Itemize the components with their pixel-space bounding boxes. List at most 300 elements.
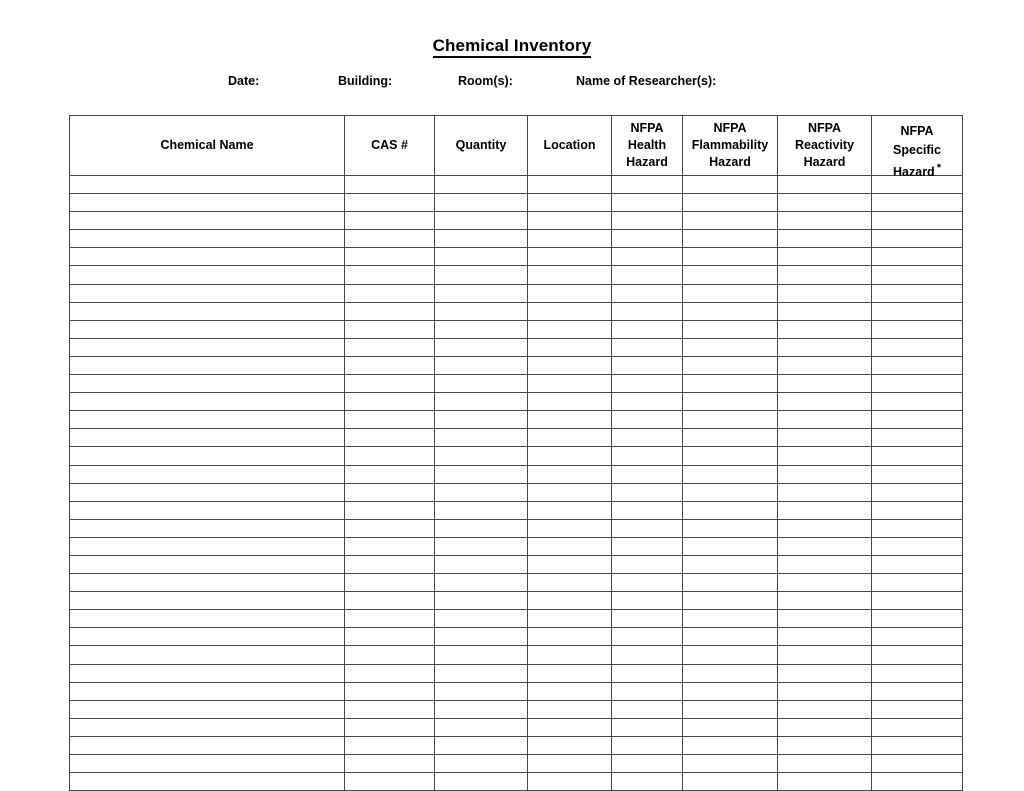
table-cell-specific[interactable] xyxy=(872,194,963,212)
table-cell-flamm[interactable] xyxy=(683,773,778,791)
table-row[interactable] xyxy=(70,483,963,501)
table-row[interactable] xyxy=(70,356,963,374)
table-cell-specific[interactable] xyxy=(872,429,963,447)
table-cell-specific[interactable] xyxy=(872,628,963,646)
table-cell-specific[interactable] xyxy=(872,682,963,700)
table-cell-location[interactable] xyxy=(528,501,612,519)
table-cell-name[interactable] xyxy=(70,356,345,374)
table-cell-specific[interactable] xyxy=(872,501,963,519)
table-cell-cas[interactable] xyxy=(345,393,435,411)
table-cell-health[interactable] xyxy=(612,555,683,573)
table-cell-flamm[interactable] xyxy=(683,320,778,338)
table-cell-quantity[interactable] xyxy=(435,646,528,664)
table-cell-location[interactable] xyxy=(528,284,612,302)
table-cell-flamm[interactable] xyxy=(683,284,778,302)
table-row[interactable] xyxy=(70,447,963,465)
table-cell-health[interactable] xyxy=(612,682,683,700)
table-cell-quantity[interactable] xyxy=(435,755,528,773)
table-cell-location[interactable] xyxy=(528,356,612,374)
table-cell-quantity[interactable] xyxy=(435,483,528,501)
table-cell-react[interactable] xyxy=(778,212,872,230)
table-cell-health[interactable] xyxy=(612,411,683,429)
table-row[interactable] xyxy=(70,302,963,320)
table-cell-react[interactable] xyxy=(778,176,872,194)
table-cell-specific[interactable] xyxy=(872,664,963,682)
table-row[interactable] xyxy=(70,519,963,537)
table-cell-react[interactable] xyxy=(778,320,872,338)
table-cell-specific[interactable] xyxy=(872,610,963,628)
table-cell-react[interactable] xyxy=(778,393,872,411)
table-cell-cas[interactable] xyxy=(345,682,435,700)
table-cell-flamm[interactable] xyxy=(683,483,778,501)
table-cell-location[interactable] xyxy=(528,736,612,754)
table-cell-quantity[interactable] xyxy=(435,501,528,519)
table-cell-flamm[interactable] xyxy=(683,212,778,230)
table-cell-name[interactable] xyxy=(70,646,345,664)
table-cell-quantity[interactable] xyxy=(435,284,528,302)
table-cell-location[interactable] xyxy=(528,320,612,338)
table-cell-react[interactable] xyxy=(778,465,872,483)
table-row[interactable] xyxy=(70,212,963,230)
table-cell-react[interactable] xyxy=(778,194,872,212)
table-cell-health[interactable] xyxy=(612,465,683,483)
table-cell-cas[interactable] xyxy=(345,356,435,374)
table-cell-specific[interactable] xyxy=(872,356,963,374)
table-cell-quantity[interactable] xyxy=(435,320,528,338)
table-cell-flamm[interactable] xyxy=(683,592,778,610)
table-cell-quantity[interactable] xyxy=(435,429,528,447)
table-cell-react[interactable] xyxy=(778,537,872,555)
table-cell-cas[interactable] xyxy=(345,700,435,718)
table-row[interactable] xyxy=(70,338,963,356)
table-cell-flamm[interactable] xyxy=(683,248,778,266)
table-row[interactable] xyxy=(70,176,963,194)
table-row[interactable] xyxy=(70,375,963,393)
table-row[interactable] xyxy=(70,664,963,682)
table-cell-cas[interactable] xyxy=(345,338,435,356)
table-row[interactable] xyxy=(70,320,963,338)
table-row[interactable] xyxy=(70,230,963,248)
table-cell-location[interactable] xyxy=(528,682,612,700)
table-cell-specific[interactable] xyxy=(872,773,963,791)
table-cell-react[interactable] xyxy=(778,483,872,501)
table-cell-react[interactable] xyxy=(778,230,872,248)
table-cell-name[interactable] xyxy=(70,375,345,393)
table-cell-location[interactable] xyxy=(528,375,612,393)
table-cell-quantity[interactable] xyxy=(435,393,528,411)
table-cell-react[interactable] xyxy=(778,429,872,447)
table-cell-cas[interactable] xyxy=(345,537,435,555)
table-cell-health[interactable] xyxy=(612,447,683,465)
table-cell-health[interactable] xyxy=(612,284,683,302)
table-cell-quantity[interactable] xyxy=(435,664,528,682)
table-cell-health[interactable] xyxy=(612,393,683,411)
table-cell-quantity[interactable] xyxy=(435,338,528,356)
table-cell-react[interactable] xyxy=(778,682,872,700)
table-cell-location[interactable] xyxy=(528,447,612,465)
table-cell-name[interactable] xyxy=(70,501,345,519)
table-cell-specific[interactable] xyxy=(872,700,963,718)
table-cell-react[interactable] xyxy=(778,284,872,302)
table-row[interactable] xyxy=(70,266,963,284)
table-cell-health[interactable] xyxy=(612,610,683,628)
table-row[interactable] xyxy=(70,248,963,266)
table-cell-react[interactable] xyxy=(778,519,872,537)
table-cell-health[interactable] xyxy=(612,230,683,248)
table-cell-quantity[interactable] xyxy=(435,356,528,374)
table-cell-specific[interactable] xyxy=(872,230,963,248)
table-cell-health[interactable] xyxy=(612,700,683,718)
table-row[interactable] xyxy=(70,736,963,754)
table-cell-flamm[interactable] xyxy=(683,700,778,718)
table-cell-react[interactable] xyxy=(778,447,872,465)
table-row[interactable] xyxy=(70,592,963,610)
table-row[interactable] xyxy=(70,773,963,791)
table-cell-specific[interactable] xyxy=(872,375,963,393)
table-cell-flamm[interactable] xyxy=(683,574,778,592)
table-cell-specific[interactable] xyxy=(872,411,963,429)
table-cell-flamm[interactable] xyxy=(683,266,778,284)
table-cell-specific[interactable] xyxy=(872,555,963,573)
table-cell-flamm[interactable] xyxy=(683,356,778,374)
table-cell-specific[interactable] xyxy=(872,302,963,320)
table-cell-health[interactable] xyxy=(612,266,683,284)
table-cell-cas[interactable] xyxy=(345,230,435,248)
table-cell-flamm[interactable] xyxy=(683,393,778,411)
table-cell-flamm[interactable] xyxy=(683,176,778,194)
table-cell-cas[interactable] xyxy=(345,718,435,736)
table-cell-location[interactable] xyxy=(528,628,612,646)
table-cell-health[interactable] xyxy=(612,646,683,664)
table-cell-health[interactable] xyxy=(612,718,683,736)
table-cell-quantity[interactable] xyxy=(435,230,528,248)
table-cell-flamm[interactable] xyxy=(683,429,778,447)
table-cell-flamm[interactable] xyxy=(683,375,778,393)
table-cell-quantity[interactable] xyxy=(435,718,528,736)
table-cell-flamm[interactable] xyxy=(683,718,778,736)
table-cell-health[interactable] xyxy=(612,664,683,682)
table-cell-flamm[interactable] xyxy=(683,682,778,700)
table-cell-location[interactable] xyxy=(528,519,612,537)
table-cell-name[interactable] xyxy=(70,465,345,483)
table-cell-flamm[interactable] xyxy=(683,537,778,555)
table-cell-flamm[interactable] xyxy=(683,646,778,664)
table-cell-flamm[interactable] xyxy=(683,447,778,465)
table-cell-react[interactable] xyxy=(778,700,872,718)
table-cell-flamm[interactable] xyxy=(683,302,778,320)
table-cell-cas[interactable] xyxy=(345,483,435,501)
table-cell-specific[interactable] xyxy=(872,284,963,302)
table-cell-name[interactable] xyxy=(70,483,345,501)
table-cell-health[interactable] xyxy=(612,176,683,194)
table-cell-cas[interactable] xyxy=(345,646,435,664)
table-cell-react[interactable] xyxy=(778,411,872,429)
table-cell-name[interactable] xyxy=(70,700,345,718)
table-cell-flamm[interactable] xyxy=(683,194,778,212)
table-cell-specific[interactable] xyxy=(872,483,963,501)
table-cell-name[interactable] xyxy=(70,574,345,592)
table-cell-flamm[interactable] xyxy=(683,755,778,773)
table-cell-react[interactable] xyxy=(778,773,872,791)
table-row[interactable] xyxy=(70,574,963,592)
table-cell-react[interactable] xyxy=(778,356,872,374)
table-cell-health[interactable] xyxy=(612,248,683,266)
table-cell-specific[interactable] xyxy=(872,646,963,664)
table-cell-location[interactable] xyxy=(528,592,612,610)
table-cell-name[interactable] xyxy=(70,284,345,302)
table-cell-specific[interactable] xyxy=(872,447,963,465)
table-row[interactable] xyxy=(70,393,963,411)
table-cell-flamm[interactable] xyxy=(683,664,778,682)
table-row[interactable] xyxy=(70,429,963,447)
table-cell-react[interactable] xyxy=(778,302,872,320)
table-cell-name[interactable] xyxy=(70,411,345,429)
table-cell-specific[interactable] xyxy=(872,320,963,338)
table-cell-location[interactable] xyxy=(528,700,612,718)
table-cell-specific[interactable] xyxy=(872,338,963,356)
table-cell-cas[interactable] xyxy=(345,555,435,573)
table-cell-cas[interactable] xyxy=(345,773,435,791)
table-cell-location[interactable] xyxy=(528,755,612,773)
table-cell-health[interactable] xyxy=(612,773,683,791)
table-cell-flamm[interactable] xyxy=(683,411,778,429)
table-cell-cas[interactable] xyxy=(345,519,435,537)
table-cell-health[interactable] xyxy=(612,736,683,754)
table-cell-quantity[interactable] xyxy=(435,537,528,555)
table-cell-react[interactable] xyxy=(778,755,872,773)
table-cell-quantity[interactable] xyxy=(435,555,528,573)
table-cell-specific[interactable] xyxy=(872,592,963,610)
table-cell-quantity[interactable] xyxy=(435,176,528,194)
table-cell-specific[interactable] xyxy=(872,574,963,592)
table-cell-specific[interactable] xyxy=(872,248,963,266)
table-cell-quantity[interactable] xyxy=(435,194,528,212)
table-cell-cas[interactable] xyxy=(345,592,435,610)
table-cell-health[interactable] xyxy=(612,537,683,555)
table-cell-cas[interactable] xyxy=(345,176,435,194)
table-cell-quantity[interactable] xyxy=(435,574,528,592)
table-cell-health[interactable] xyxy=(612,320,683,338)
table-cell-health[interactable] xyxy=(612,375,683,393)
table-row[interactable] xyxy=(70,194,963,212)
table-cell-name[interactable] xyxy=(70,176,345,194)
table-cell-specific[interactable] xyxy=(872,736,963,754)
table-cell-quantity[interactable] xyxy=(435,700,528,718)
table-cell-cas[interactable] xyxy=(345,465,435,483)
table-cell-location[interactable] xyxy=(528,574,612,592)
table-cell-name[interactable] xyxy=(70,447,345,465)
table-cell-location[interactable] xyxy=(528,537,612,555)
table-cell-quantity[interactable] xyxy=(435,610,528,628)
table-cell-specific[interactable] xyxy=(872,393,963,411)
table-row[interactable] xyxy=(70,284,963,302)
table-cell-location[interactable] xyxy=(528,338,612,356)
table-cell-quantity[interactable] xyxy=(435,302,528,320)
table-row[interactable] xyxy=(70,411,963,429)
table-cell-cas[interactable] xyxy=(345,628,435,646)
table-cell-location[interactable] xyxy=(528,411,612,429)
table-cell-quantity[interactable] xyxy=(435,212,528,230)
table-cell-location[interactable] xyxy=(528,465,612,483)
table-cell-name[interactable] xyxy=(70,610,345,628)
table-cell-health[interactable] xyxy=(612,194,683,212)
table-cell-specific[interactable] xyxy=(872,718,963,736)
table-cell-location[interactable] xyxy=(528,230,612,248)
table-cell-react[interactable] xyxy=(778,555,872,573)
table-cell-location[interactable] xyxy=(528,610,612,628)
table-cell-cas[interactable] xyxy=(345,736,435,754)
table-cell-react[interactable] xyxy=(778,718,872,736)
table-cell-cas[interactable] xyxy=(345,302,435,320)
table-cell-name[interactable] xyxy=(70,230,345,248)
table-cell-quantity[interactable] xyxy=(435,447,528,465)
table-cell-health[interactable] xyxy=(612,501,683,519)
table-cell-quantity[interactable] xyxy=(435,465,528,483)
table-cell-cas[interactable] xyxy=(345,194,435,212)
table-cell-health[interactable] xyxy=(612,212,683,230)
table-cell-name[interactable] xyxy=(70,773,345,791)
table-cell-name[interactable] xyxy=(70,736,345,754)
table-cell-location[interactable] xyxy=(528,555,612,573)
table-cell-cas[interactable] xyxy=(345,610,435,628)
table-cell-quantity[interactable] xyxy=(435,773,528,791)
table-cell-name[interactable] xyxy=(70,592,345,610)
table-cell-flamm[interactable] xyxy=(683,519,778,537)
table-cell-location[interactable] xyxy=(528,429,612,447)
table-cell-cas[interactable] xyxy=(345,411,435,429)
table-row[interactable] xyxy=(70,718,963,736)
table-cell-flamm[interactable] xyxy=(683,230,778,248)
table-cell-location[interactable] xyxy=(528,176,612,194)
table-cell-name[interactable] xyxy=(70,628,345,646)
table-cell-specific[interactable] xyxy=(872,465,963,483)
table-cell-flamm[interactable] xyxy=(683,610,778,628)
table-cell-health[interactable] xyxy=(612,429,683,447)
table-cell-flamm[interactable] xyxy=(683,628,778,646)
table-cell-flamm[interactable] xyxy=(683,465,778,483)
table-cell-flamm[interactable] xyxy=(683,555,778,573)
table-cell-name[interactable] xyxy=(70,338,345,356)
table-cell-quantity[interactable] xyxy=(435,682,528,700)
table-cell-name[interactable] xyxy=(70,302,345,320)
table-cell-name[interactable] xyxy=(70,266,345,284)
table-cell-location[interactable] xyxy=(528,646,612,664)
table-row[interactable] xyxy=(70,537,963,555)
table-cell-health[interactable] xyxy=(612,574,683,592)
table-cell-specific[interactable] xyxy=(872,212,963,230)
table-cell-health[interactable] xyxy=(612,356,683,374)
table-cell-react[interactable] xyxy=(778,664,872,682)
table-cell-cas[interactable] xyxy=(345,266,435,284)
table-cell-react[interactable] xyxy=(778,610,872,628)
table-row[interactable] xyxy=(70,628,963,646)
table-cell-specific[interactable] xyxy=(872,755,963,773)
table-cell-react[interactable] xyxy=(778,628,872,646)
table-cell-flamm[interactable] xyxy=(683,736,778,754)
table-cell-name[interactable] xyxy=(70,393,345,411)
table-cell-cas[interactable] xyxy=(345,248,435,266)
table-cell-react[interactable] xyxy=(778,592,872,610)
table-cell-health[interactable] xyxy=(612,302,683,320)
table-cell-cas[interactable] xyxy=(345,375,435,393)
table-cell-react[interactable] xyxy=(778,646,872,664)
table-cell-name[interactable] xyxy=(70,248,345,266)
table-cell-location[interactable] xyxy=(528,664,612,682)
table-cell-react[interactable] xyxy=(778,266,872,284)
table-cell-name[interactable] xyxy=(70,555,345,573)
table-cell-react[interactable] xyxy=(778,375,872,393)
table-cell-cas[interactable] xyxy=(345,429,435,447)
table-cell-location[interactable] xyxy=(528,773,612,791)
table-cell-health[interactable] xyxy=(612,519,683,537)
table-cell-specific[interactable] xyxy=(872,266,963,284)
table-cell-name[interactable] xyxy=(70,718,345,736)
table-cell-location[interactable] xyxy=(528,194,612,212)
table-cell-name[interactable] xyxy=(70,320,345,338)
table-cell-name[interactable] xyxy=(70,429,345,447)
table-cell-location[interactable] xyxy=(528,718,612,736)
table-cell-specific[interactable] xyxy=(872,519,963,537)
table-cell-health[interactable] xyxy=(612,628,683,646)
table-cell-name[interactable] xyxy=(70,519,345,537)
table-cell-cas[interactable] xyxy=(345,447,435,465)
table-cell-flamm[interactable] xyxy=(683,338,778,356)
table-cell-name[interactable] xyxy=(70,194,345,212)
table-cell-quantity[interactable] xyxy=(435,736,528,754)
table-cell-cas[interactable] xyxy=(345,501,435,519)
table-cell-flamm[interactable] xyxy=(683,501,778,519)
table-cell-quantity[interactable] xyxy=(435,375,528,393)
table-cell-react[interactable] xyxy=(778,248,872,266)
table-cell-react[interactable] xyxy=(778,338,872,356)
table-cell-health[interactable] xyxy=(612,338,683,356)
table-cell-cas[interactable] xyxy=(345,755,435,773)
table-cell-cas[interactable] xyxy=(345,320,435,338)
table-cell-location[interactable] xyxy=(528,302,612,320)
table-cell-health[interactable] xyxy=(612,592,683,610)
table-cell-react[interactable] xyxy=(778,574,872,592)
table-row[interactable] xyxy=(70,755,963,773)
table-cell-cas[interactable] xyxy=(345,284,435,302)
table-cell-quantity[interactable] xyxy=(435,266,528,284)
table-cell-health[interactable] xyxy=(612,755,683,773)
table-cell-react[interactable] xyxy=(778,736,872,754)
table-cell-location[interactable] xyxy=(528,212,612,230)
table-row[interactable] xyxy=(70,610,963,628)
table-cell-name[interactable] xyxy=(70,537,345,555)
table-cell-location[interactable] xyxy=(528,483,612,501)
table-cell-quantity[interactable] xyxy=(435,519,528,537)
table-cell-quantity[interactable] xyxy=(435,248,528,266)
table-cell-name[interactable] xyxy=(70,682,345,700)
table-cell-name[interactable] xyxy=(70,664,345,682)
table-cell-quantity[interactable] xyxy=(435,628,528,646)
table-cell-health[interactable] xyxy=(612,483,683,501)
table-cell-specific[interactable] xyxy=(872,537,963,555)
table-row[interactable] xyxy=(70,465,963,483)
table-row[interactable] xyxy=(70,555,963,573)
table-cell-location[interactable] xyxy=(528,266,612,284)
table-cell-cas[interactable] xyxy=(345,212,435,230)
table-row[interactable] xyxy=(70,700,963,718)
table-row[interactable] xyxy=(70,646,963,664)
table-cell-name[interactable] xyxy=(70,755,345,773)
table-cell-cas[interactable] xyxy=(345,574,435,592)
table-cell-quantity[interactable] xyxy=(435,592,528,610)
table-cell-react[interactable] xyxy=(778,501,872,519)
table-cell-cas[interactable] xyxy=(345,664,435,682)
table-cell-location[interactable] xyxy=(528,248,612,266)
